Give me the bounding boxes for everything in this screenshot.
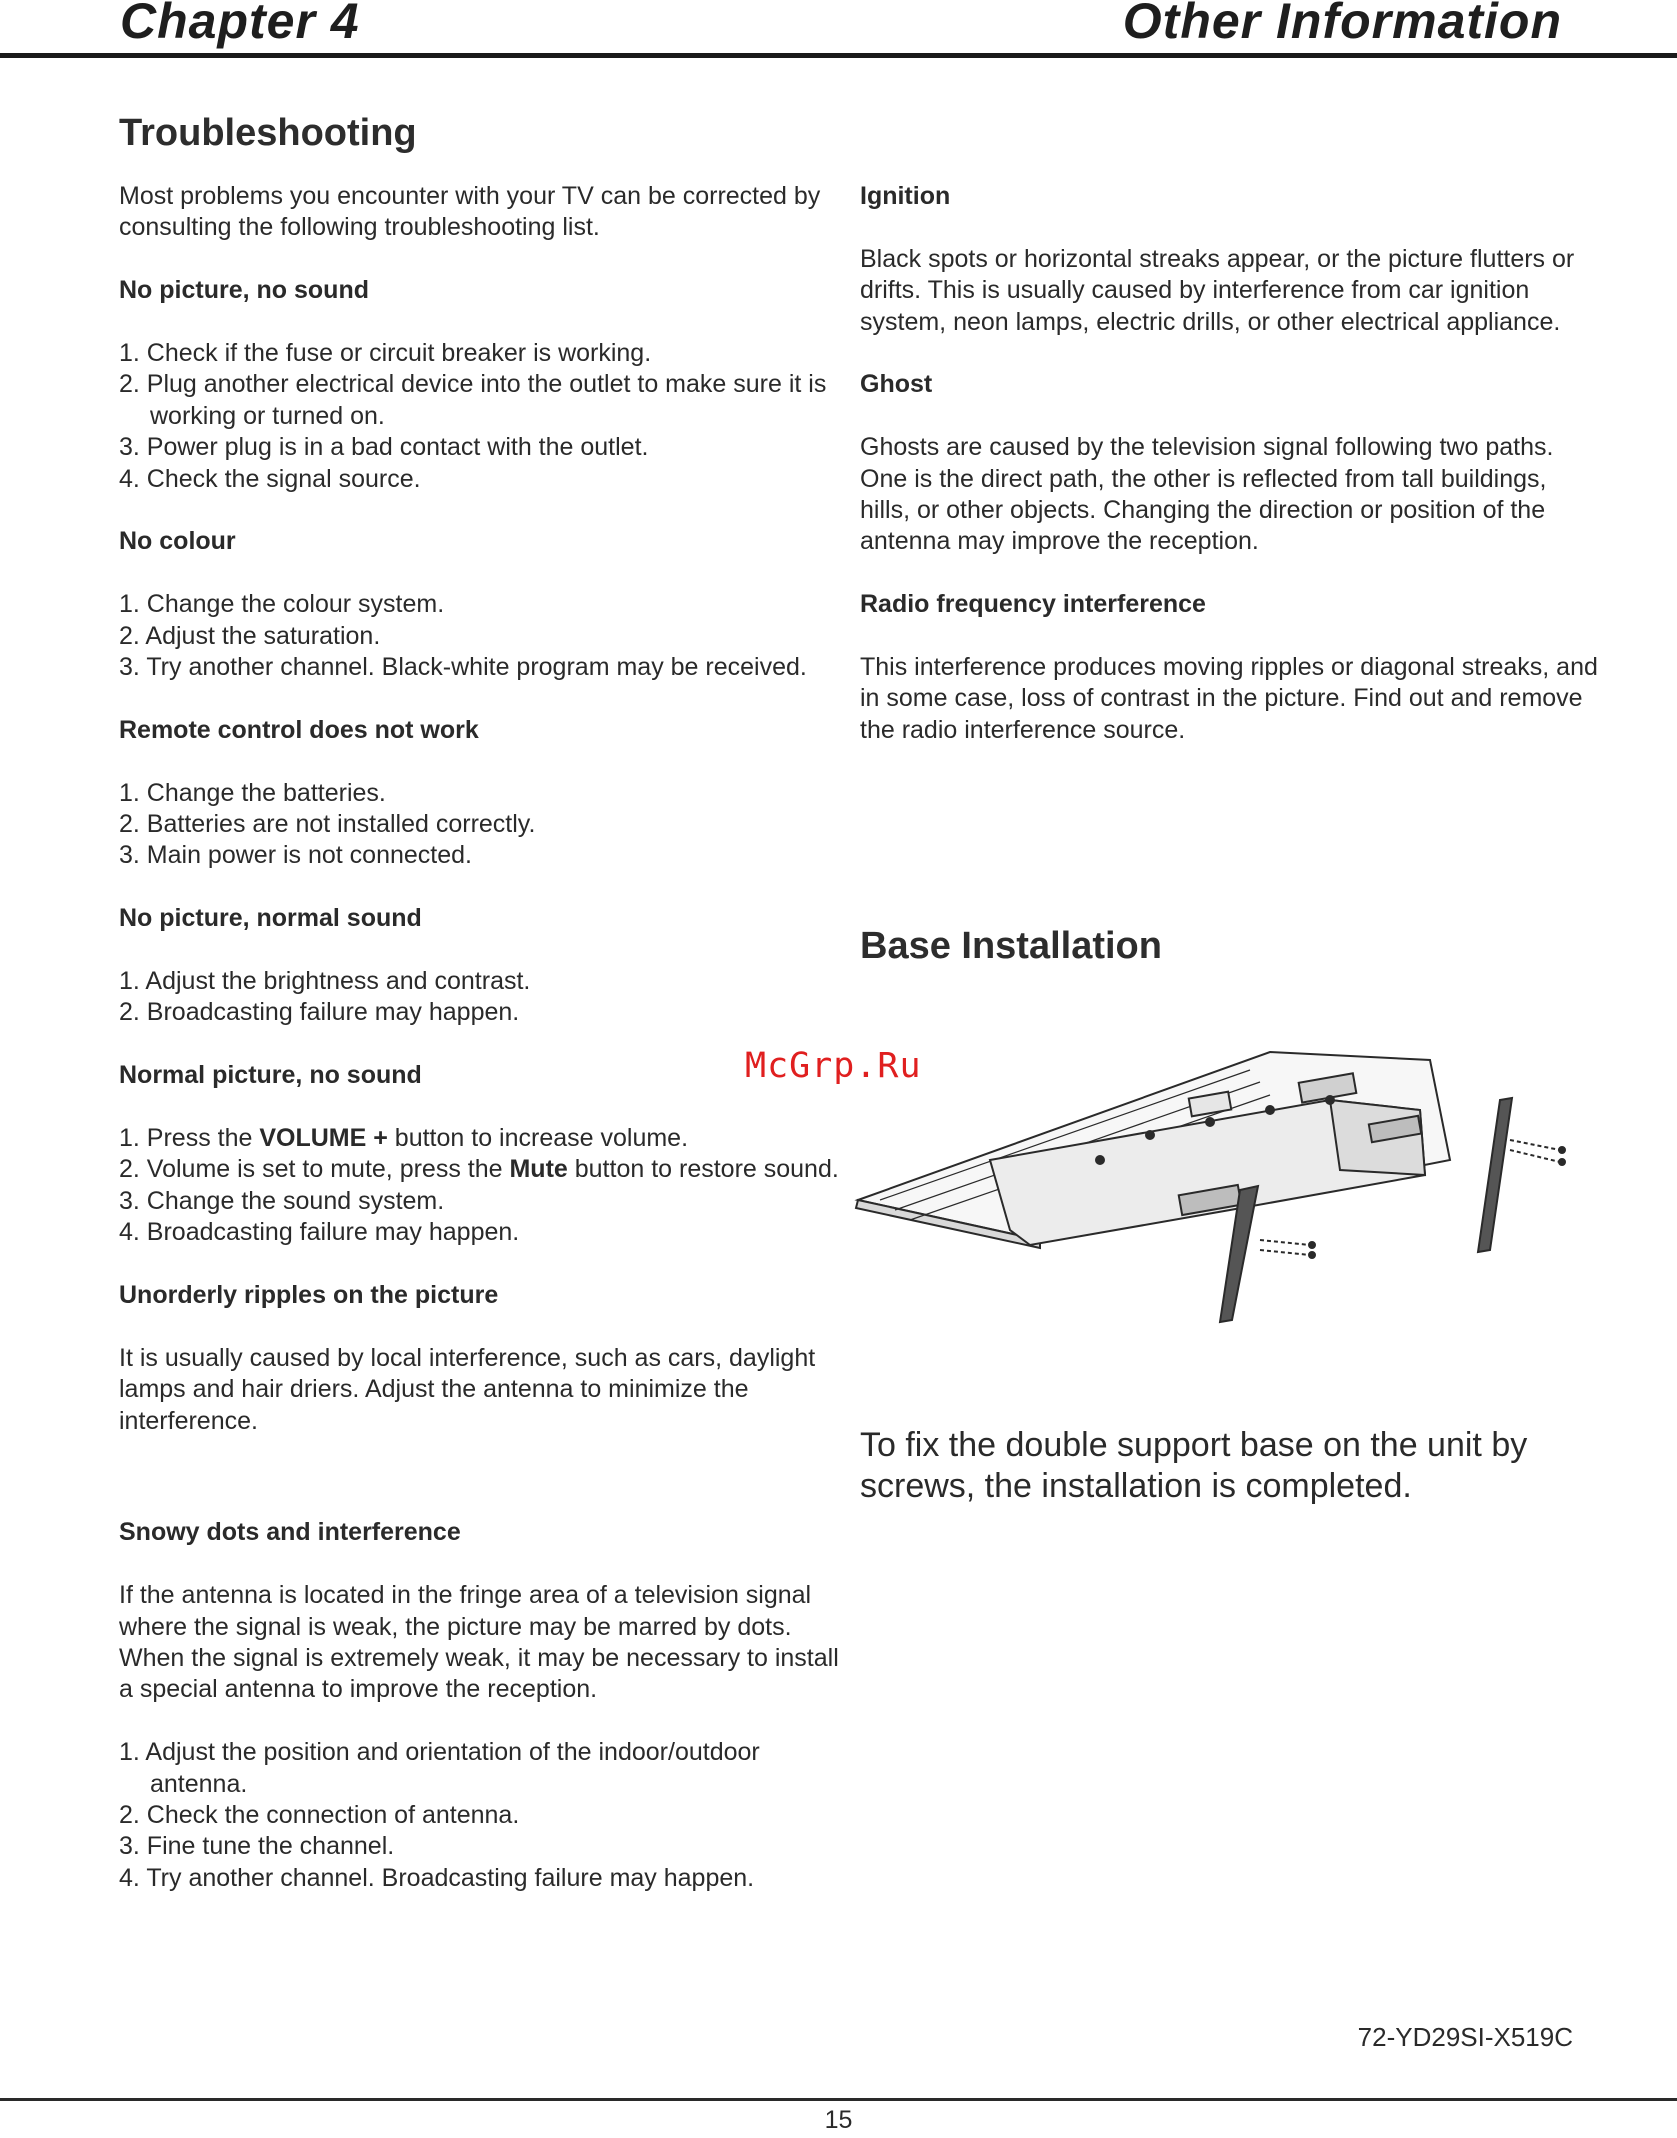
heading-ghost: Ghost — [860, 370, 933, 399]
heading-remote-control: Remote control does not work — [119, 715, 479, 744]
list-item: 3. Power plug is in a bad contact with the outlet. — [119, 433, 649, 462]
troubleshooting-title: Troubleshooting — [119, 112, 417, 154]
footer-rule — [0, 2098, 1677, 2101]
snowy-text: If the antenna is located in the fringe area of a television signal where the signal is weak, the picture may be marred by dots. When the signal is extremely weak, it may be necessary to install a special antenna to improve the reception. — [119, 1581, 839, 1704]
list-item: 4. Try another channel. Broadcasting failure may happen. — [119, 1863, 755, 1892]
heading-no-picture-normal-sound: No picture, normal sound — [119, 904, 422, 933]
list-item: 1. Adjust the position and orientation of the indoor/outdoor antenna. — [119, 1738, 760, 1798]
list-item: 3. Change the sound system. — [119, 1186, 445, 1215]
screw — [1510, 1150, 1560, 1162]
list-item: 2. Plug another electrical device into the outlet to make sure it is working or turned on. — [119, 370, 827, 430]
left-column — [119, 181, 859, 1894]
list-item: 2. Volume is set to mute, press the Mute button to restore sound. — [119, 1155, 839, 1184]
list-item: 2. Broadcasting failure may happen. — [119, 998, 520, 1027]
list-item: 4. Check the signal source. — [119, 464, 421, 493]
screw — [1260, 1250, 1310, 1255]
tv-base-installation-diagram — [850, 1040, 1590, 1340]
list-item: 3. Fine tune the channel. — [119, 1832, 395, 1861]
list-item: 1. Press the VOLUME + button to increase volume. — [119, 1124, 689, 1153]
base-installation-title: Base Installation — [860, 925, 1162, 967]
right-column — [860, 181, 1600, 746]
base-installation-note: To fix the double support base on the unit by screws, the installation is completed. — [860, 1426, 1528, 1505]
screw — [1510, 1140, 1560, 1150]
volume-plus-label: VOLUME + — [259, 1124, 388, 1153]
mute-label: Mute — [509, 1155, 568, 1184]
list-item: 2. Adjust the saturation. — [119, 621, 381, 650]
heading-radio-frequency: Radio frequency interference — [860, 590, 1206, 619]
list-item: 3. Try another channel. Black-white program may be received. — [119, 653, 807, 682]
ripples-text: It is usually caused by local interference, such as cars, daylight lamps and hair driers. Adjust the antenna to minimize the interference. — [119, 1343, 816, 1435]
list-item: 1. Adjust the brightness and contrast. — [119, 967, 531, 996]
list-item: 3. Main power is not connected. — [119, 841, 472, 870]
screw — [1260, 1240, 1310, 1245]
ignition-text: Black spots or horizontal streaks appear, or the picture flutters or drifts. This is usually caused by interference from car ignition system, neon lamps, electric drills, or other electrical appliance. — [860, 244, 1575, 336]
ghost-text: Ghosts are caused by the television signal following two paths. One is the direct path, the other is reflected from tall buildings, hills, or other objects. Changing the direction or position of the antenna may improve the reception. — [860, 433, 1554, 556]
list-item: 2. Batteries are not installed correctly. — [119, 810, 536, 839]
page-number: 15 — [824, 2106, 853, 2134]
model-code: 72-YD29SI-X519C — [1357, 2022, 1573, 2052]
header-rule — [0, 53, 1677, 58]
heading-ignition: Ignition — [860, 182, 951, 210]
list-item: 1. Change the colour system. — [119, 590, 445, 619]
header-chapter: Chapter 4 — [120, 0, 360, 49]
stand-leg-right — [1478, 1098, 1512, 1252]
rf-text: This interference produces moving ripples or diagonal streaks, and in some case, loss of contrast in the picture. Find out and remove the radio interference source. — [860, 653, 1598, 744]
heading-unorderly-ripples: Unorderly ripples on the picture — [119, 1281, 499, 1310]
watermark: McGrp.Ru — [745, 1046, 922, 1086]
list-item: 1. Check if the fuse or circuit breaker is working. — [119, 339, 652, 367]
heading-snowy-dots: Snowy dots and interference — [119, 1518, 461, 1547]
heading-no-picture-no-sound: No picture, no sound — [119, 276, 369, 305]
header-title: Other Information — [1122, 0, 1562, 49]
list-item: 1. Change the batteries. — [119, 778, 386, 807]
heading-normal-picture-no-sound: Normal picture, no sound — [119, 1061, 422, 1090]
list-item: 4. Broadcasting failure may happen. — [119, 1218, 520, 1247]
heading-no-colour: No colour — [119, 527, 236, 556]
list-item: 2. Check the connection of antenna. — [119, 1801, 520, 1830]
intro-text: Most problems you encounter with your TV can be corrected by consulting the following troubleshooting list. — [119, 182, 821, 242]
